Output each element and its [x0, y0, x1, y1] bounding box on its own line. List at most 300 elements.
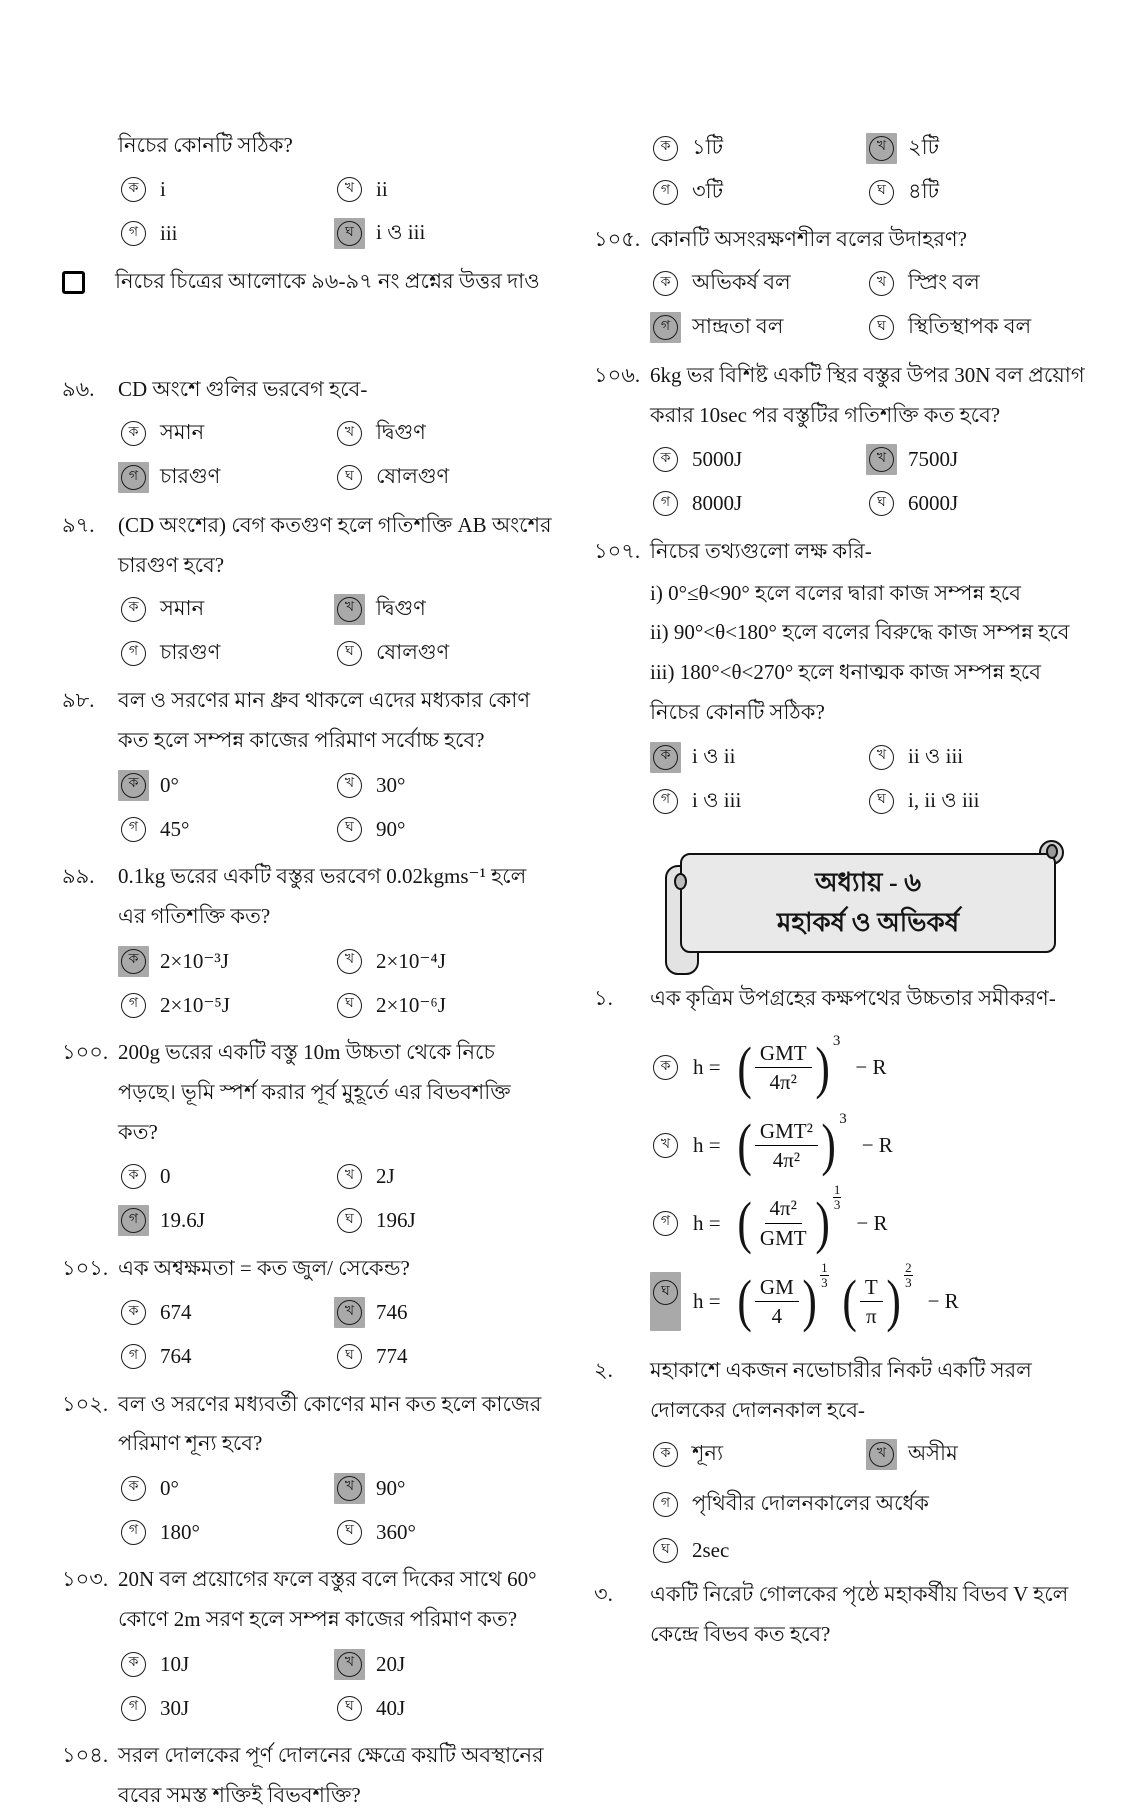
option-row — [594, 1529, 1092, 1573]
option-letter-icon: গ — [121, 1520, 146, 1545]
option-text: 10J — [160, 1651, 190, 1676]
option — [650, 306, 866, 350]
paren-close-icon: ) — [815, 1190, 830, 1256]
question-stem: 6kg ভর বিশিষ্ট একটি স্থির বস্তুর উপর 30N বল প্রয়োগ করার 10sec পর বস্তুটির গতিশক্তি কত হবে? — [650, 362, 1085, 427]
options-grid — [594, 735, 1092, 823]
option — [334, 763, 554, 807]
exponent-numerator: 1 — [821, 1260, 828, 1276]
option-letter-icon: ঘ — [337, 1520, 362, 1545]
option-letter-icon: ক — [121, 421, 146, 446]
option-letter-icon: গ — [121, 1344, 146, 1369]
option-marker — [334, 1205, 365, 1236]
formula-lhs: h = — [693, 1289, 721, 1314]
option-letter-icon: ক — [653, 745, 678, 770]
option-letter-icon: খ — [337, 773, 362, 798]
question-stem: নিচের তথ্যগুলো লক্ষ করি- — [650, 538, 872, 563]
option-marker — [866, 312, 897, 343]
question-stem: কোনটি অসংরক্ষণশীল বলের উদাহরণ? — [650, 227, 967, 251]
option-marker — [118, 1473, 149, 1504]
option-letter-icon: খ — [869, 136, 894, 161]
formula-group — [840, 1260, 912, 1334]
figure-placeholder-gap — [62, 306, 554, 368]
question-stem: একটি নিরেট গোলকের পৃষ্ঠে মহাকর্ষীয় বিভব V হলে কেন্দ্রে বিভব কত হবে? — [650, 1581, 1069, 1646]
formula-group — [735, 1111, 847, 1178]
paren-open-icon: ( — [737, 1268, 752, 1334]
option — [334, 587, 554, 631]
option-text: চারগুণ — [160, 464, 221, 489]
option-marker — [650, 1489, 681, 1520]
option-marker — [118, 1341, 149, 1372]
option — [118, 168, 334, 212]
option-letter-icon: খ — [337, 1476, 362, 1501]
fraction-denominator: 4 — [771, 1304, 783, 1329]
question-stem: বল ও সরণের মান ধ্রুব থাকলে এদের মধ্যকার কোণ কত হলে সম্পন্ন কাজের পরিমাণ সর্বোচ্চ হবে? — [118, 688, 531, 753]
options-grid — [62, 1642, 554, 1730]
question — [594, 1575, 1092, 1655]
option-marker — [118, 814, 149, 845]
option-marker — [118, 1297, 149, 1328]
question — [62, 1249, 554, 1289]
option-text: 40J — [376, 1695, 406, 1720]
option-letter-icon: ঘ — [869, 315, 894, 340]
option — [334, 168, 554, 212]
option-letter-icon: খ — [337, 1300, 362, 1325]
formula-group — [735, 1182, 841, 1256]
option-text: 2×10⁻⁵J — [160, 992, 230, 1017]
option-text: 90° — [376, 1475, 406, 1500]
option-text: 2×10⁻⁶J — [376, 992, 446, 1017]
correct-answer-highlight — [334, 218, 365, 249]
question-number: ৯৯. — [62, 864, 95, 889]
option-marker — [650, 133, 681, 164]
formula-option — [594, 1111, 1092, 1178]
square-bullet-icon — [62, 271, 85, 294]
options-grid — [62, 1155, 554, 1243]
options-grid — [594, 1433, 1092, 1477]
option — [650, 779, 866, 823]
option-letter-icon: ক — [121, 597, 146, 622]
option-text: 6000J — [908, 491, 959, 516]
option-letter-icon: ঘ — [337, 1696, 362, 1721]
option-marker — [118, 638, 149, 669]
correct-answer-highlight — [866, 133, 897, 164]
option-marker — [334, 770, 365, 801]
option-letter-icon: গ — [653, 315, 678, 340]
option-text: অসীম — [908, 1441, 958, 1466]
chapter-banner-body — [680, 853, 1056, 953]
option-letter-icon: ঘ — [653, 1538, 678, 1563]
option-marker — [334, 946, 365, 977]
option — [650, 735, 866, 779]
correct-answer-highlight — [650, 742, 681, 773]
option-text: 8000J — [692, 491, 743, 516]
option-text: 45° — [160, 816, 190, 841]
options-grid — [62, 168, 554, 256]
paren-close-icon: ) — [815, 1034, 830, 1100]
option — [866, 262, 1092, 306]
option — [650, 170, 866, 214]
option-marker — [650, 177, 681, 208]
question-statement: i) 0°≤θ<90° হলে বলের দ্বারা কাজ সম্পন্ন হবে — [650, 580, 1021, 605]
option-marker — [118, 1517, 149, 1548]
option-marker — [866, 786, 897, 817]
option-letter-icon: ক — [653, 136, 678, 161]
option-marker — [334, 638, 365, 669]
question-statement: নিচের কোনটি সঠিক? — [650, 700, 825, 725]
option — [334, 1199, 554, 1243]
formula-lhs: h = — [693, 1133, 721, 1158]
option-text: 20J — [376, 1651, 406, 1676]
correct-answer-highlight — [118, 946, 149, 977]
fraction-numerator: T — [860, 1273, 883, 1302]
figure-instruction — [62, 262, 554, 302]
question-number: ২. — [594, 1358, 613, 1383]
question-number: ১০১. — [62, 1255, 109, 1280]
option-text: দ্বিগুণ — [376, 595, 426, 620]
question — [62, 1560, 554, 1640]
fraction-numerator: GMT² — [755, 1117, 818, 1146]
exponent: 3 — [839, 1111, 847, 1128]
option-text: i, ii ও iii — [908, 787, 980, 812]
option-text: স্থিতিস্থাপক বল — [908, 314, 1032, 339]
option-text: 30° — [376, 772, 406, 797]
options-grid — [594, 126, 1092, 214]
option-text: শূন্য — [692, 1441, 724, 1466]
option-letter-icon: খ — [869, 447, 894, 472]
option-text: 5000J — [692, 447, 743, 472]
paren-open-icon: ( — [842, 1268, 857, 1334]
option-text: ১টি — [692, 134, 724, 159]
correct-answer-highlight — [118, 462, 149, 493]
option — [650, 262, 866, 306]
question — [594, 1351, 1092, 1431]
formula-lhs: h = — [693, 1210, 721, 1235]
option-text: 180° — [160, 1519, 200, 1544]
exponent-fraction — [833, 1183, 842, 1211]
question — [62, 1736, 554, 1816]
exponent-fraction — [820, 1261, 829, 1289]
option — [650, 482, 866, 526]
question-stem: 0.1kg ভরের একটি বস্তুর ভরবেগ 0.02kgms⁻¹ হলে এর গতিশক্তি কত? — [118, 864, 527, 929]
option-text: ষোলগুণ — [376, 464, 450, 489]
option-letter-icon: গ — [653, 789, 678, 814]
option — [866, 482, 1092, 526]
options-grid — [62, 412, 554, 500]
fraction-denominator: 4π² — [772, 1148, 801, 1173]
option-text: 764 — [160, 1344, 192, 1369]
option-marker — [334, 1161, 365, 1192]
option-letter-icon: ঘ — [337, 221, 362, 246]
option-letter-icon: ঘ — [869, 180, 894, 205]
option — [334, 1510, 554, 1554]
option — [866, 735, 1092, 779]
question — [594, 220, 1092, 260]
option — [118, 1291, 334, 1335]
option-letter-icon: ঘ — [337, 465, 362, 490]
option-text: অভিকর্ষ বল — [692, 270, 791, 295]
option-letter-icon: ক — [653, 1055, 678, 1080]
option-letter-icon: ঘ — [653, 1280, 678, 1305]
question-number: ১০৭. — [594, 538, 641, 563]
option-marker — [650, 1208, 681, 1239]
option-letter-icon: ঘ — [337, 993, 362, 1018]
question-number: ১. — [594, 986, 613, 1011]
option — [866, 779, 1092, 823]
option — [118, 587, 334, 631]
option-letter-icon: ক — [121, 773, 146, 798]
option-marker — [334, 1693, 365, 1724]
question-number: ৯৭. — [62, 512, 95, 537]
option-letter-icon: গ — [653, 1492, 678, 1517]
option-letter-icon: গ — [121, 1208, 146, 1233]
option — [118, 763, 334, 807]
option-letter-icon: গ — [653, 180, 678, 205]
option-marker — [650, 1052, 681, 1083]
options-grid — [62, 939, 554, 1027]
formula-option — [594, 1182, 1092, 1256]
option-letter-icon: গ — [121, 817, 146, 842]
option-text: 196J — [376, 1208, 416, 1233]
question — [594, 979, 1092, 1019]
option — [334, 1155, 554, 1199]
option-text: 30J — [160, 1695, 190, 1720]
question-continuation — [62, 126, 554, 166]
option-letter-icon: ক — [653, 1442, 678, 1467]
question-number: ১০০. — [62, 1040, 109, 1065]
question-stem: এক অশ্বক্ষমতা = কত জুল/ সেকেন্ড? — [118, 1255, 410, 1280]
option-text: ২টি — [908, 134, 940, 159]
option — [118, 983, 334, 1027]
correct-answer-highlight — [334, 594, 365, 625]
correct-answer-highlight — [866, 1439, 897, 1470]
question-stem: CD অংশে গুলির ভরবেগ হবে- — [118, 376, 368, 401]
question-stem: মহাকাশে একজন নভোচারীর নিকট একটি সরল দোলকের দোলনকাল হবে- — [650, 1358, 1032, 1422]
option-marker — [866, 177, 897, 208]
option-row — [594, 1483, 1092, 1527]
question — [62, 506, 554, 586]
option — [334, 1642, 554, 1686]
correct-answer-highlight — [334, 1649, 365, 1680]
option-text: i ও iii — [376, 220, 426, 245]
option-text: সমান — [160, 595, 205, 620]
exponent-numerator: 1 — [833, 1182, 841, 1198]
option — [118, 456, 334, 500]
option — [334, 939, 554, 983]
option-marker — [866, 742, 897, 773]
option-marker — [650, 1535, 681, 1566]
option — [118, 807, 334, 851]
option-text: 0 — [160, 1164, 171, 1189]
option-marker — [118, 1693, 149, 1724]
option-marker — [118, 1649, 149, 1680]
option-letter-icon: খ — [337, 1164, 362, 1189]
question — [62, 1033, 554, 1153]
option-marker — [334, 174, 365, 205]
option-marker — [118, 594, 149, 625]
question-stem: সরল দোলকের পূর্ণ দোলনের ক্ষেত্রে কয়টি অবস্থানের ববের সমস্ত শক্তিই বিভবশক্তি? — [118, 1743, 544, 1808]
option-text: iii — [160, 221, 178, 246]
option-letter-icon: গ — [121, 641, 146, 666]
option-text: স্প্রিং বল — [908, 270, 980, 295]
options-grid — [62, 763, 554, 851]
option — [334, 212, 554, 256]
options-grid — [62, 1291, 554, 1379]
option-text: i ও ii — [692, 743, 736, 768]
instruction-text: নিচের চিত্রের আলোকে ৯৬-৯৭ নং প্রশ্নের উত্তর দাও — [115, 268, 540, 293]
fraction — [755, 1039, 812, 1097]
option — [650, 438, 866, 482]
options-grid — [594, 438, 1092, 526]
option-marker — [650, 1130, 681, 1161]
option-marker — [650, 488, 681, 519]
option-letter-icon: খ — [337, 949, 362, 974]
option-letter-icon: গ — [121, 993, 146, 1018]
option-letter-icon: গ — [653, 1211, 678, 1236]
paren-open-icon: ( — [737, 1034, 752, 1100]
question-number: ১০৪. — [62, 1743, 109, 1768]
formula-group — [735, 1033, 841, 1100]
paren-open-icon: ( — [737, 1112, 752, 1178]
option — [866, 170, 1092, 214]
option-letter-icon: ঘ — [337, 641, 362, 666]
question-number: ৩. — [594, 1581, 613, 1606]
question-statement: ii) 90°<θ<180° হলে বলের বিরুদ্ধে কাজ সম্পন্ন হবে — [650, 620, 1070, 645]
option-text: 674 — [160, 1300, 192, 1325]
right-question-column — [594, 124, 1092, 1818]
option-text: ii ও iii — [908, 743, 964, 768]
exponent: 3 — [832, 1033, 841, 1050]
option-text: 7500J — [908, 447, 959, 472]
option-marker — [118, 218, 149, 249]
paren-open-icon: ( — [737, 1190, 752, 1256]
option — [866, 306, 1092, 350]
exponent-numerator: 2 — [905, 1260, 912, 1276]
question-number: ১০২. — [62, 1391, 109, 1416]
option-letter-icon: ঘ — [337, 817, 362, 842]
option-text: ৩টি — [692, 178, 724, 203]
paren-close-icon: ) — [821, 1112, 836, 1178]
option-text: 360° — [376, 1519, 416, 1544]
fraction-denominator: GMT — [759, 1225, 807, 1250]
option — [118, 1155, 334, 1199]
option-text: পৃথিবীর দোলনকালের অর্ধেক — [692, 1491, 929, 1516]
option — [334, 983, 554, 1027]
option-letter-icon: ঘ — [869, 491, 894, 516]
option-letter-icon: খ — [337, 1652, 362, 1677]
option-text: 2J — [376, 1164, 395, 1189]
option-letter-icon: ক — [121, 1164, 146, 1189]
chapter-number: অধ্যায় - ৬ — [814, 867, 922, 897]
question-number: ১০৫. — [594, 227, 641, 251]
chapter-title: মহাকর্ষ ও অভিকর্ষ — [776, 908, 960, 938]
option-text: 19.6J — [160, 1208, 205, 1233]
question-statement: iii) 180°<θ<270° হলে ধনাত্মক কাজ সম্পন্ন হবে — [650, 660, 1041, 685]
fraction — [860, 1273, 883, 1331]
formula-option — [594, 1260, 1092, 1334]
scroll-left-roll-end-icon — [674, 873, 687, 890]
formula-lhs: h = — [693, 1055, 721, 1080]
option-letter-icon: ক — [121, 177, 146, 202]
option-text: সান্দ্রতা বল — [692, 314, 784, 339]
option-marker — [118, 174, 149, 205]
exponent-denominator: 3 — [833, 1196, 841, 1212]
option — [118, 1642, 334, 1686]
options-grid — [594, 262, 1092, 350]
option-marker — [334, 462, 365, 493]
fraction — [755, 1117, 818, 1175]
option-marker — [650, 786, 681, 817]
option-letter-icon: খ — [337, 177, 362, 202]
fraction-numerator: GMT — [755, 1039, 812, 1068]
option-marker — [118, 990, 149, 1021]
option-letter-icon: খ — [869, 745, 894, 770]
option — [118, 939, 334, 983]
question — [594, 532, 1092, 572]
option-marker — [650, 1439, 681, 1470]
formula-option — [594, 1033, 1092, 1100]
question-stem: (CD অংশের) বেগ কতগুণ হলে গতিশক্তি AB অংশের চারগুণ হবে? — [118, 512, 552, 577]
fraction-numerator: GM — [755, 1273, 799, 1302]
question — [594, 356, 1092, 436]
options-grid — [62, 1466, 554, 1554]
option-marker — [334, 1341, 365, 1372]
option — [118, 1335, 334, 1379]
option-marker — [118, 1161, 149, 1192]
option-letter-icon: গ — [121, 465, 146, 490]
paren-close-icon: ) — [886, 1268, 901, 1334]
option — [650, 1483, 1092, 1527]
question — [62, 857, 554, 937]
option-text: চারগুণ — [160, 639, 221, 664]
correct-answer-highlight — [866, 444, 897, 475]
option-letter-icon: খ — [337, 597, 362, 622]
option — [334, 1335, 554, 1379]
option — [334, 1291, 554, 1335]
option-letter-icon: খ — [337, 421, 362, 446]
correct-answer-highlight — [650, 1272, 681, 1331]
question-number: ১০৬. — [594, 362, 641, 387]
correct-answer-highlight — [650, 312, 681, 343]
correct-answer-highlight — [334, 1473, 365, 1504]
option-letter-icon: খ — [869, 271, 894, 296]
option-text: ষোলগুণ — [376, 639, 450, 664]
option — [334, 631, 554, 675]
formula-tail: − R — [861, 1133, 893, 1158]
option-letter-icon: গ — [121, 221, 146, 246]
option-text: 774 — [376, 1344, 408, 1369]
option — [650, 126, 866, 170]
question-number: ৯৮. — [62, 688, 95, 713]
option-letter-icon: ক — [653, 271, 678, 296]
correct-answer-highlight — [118, 770, 149, 801]
correct-answer-highlight — [118, 1205, 149, 1236]
formula-tail: − R — [855, 1055, 887, 1080]
option-marker — [650, 444, 681, 475]
left-question-column — [62, 124, 554, 1818]
fraction-denominator: π — [866, 1304, 877, 1329]
option-text: ৪টি — [908, 178, 940, 203]
exponent-fraction — [904, 1261, 913, 1289]
option-text: সমান — [160, 420, 205, 445]
option-text: 2×10⁻⁴J — [376, 948, 446, 973]
option-marker — [334, 418, 365, 449]
option-text: 0° — [160, 1475, 179, 1500]
option — [118, 212, 334, 256]
option-letter-icon: ক — [121, 1476, 146, 1501]
option — [118, 412, 334, 456]
question-stem: বল ও সরণের মধ্যবর্তী কোণের মান কত হলে কাজের পরিমাণ শূন্য হবে? — [118, 1391, 542, 1456]
option-letter-icon: ক — [653, 447, 678, 472]
